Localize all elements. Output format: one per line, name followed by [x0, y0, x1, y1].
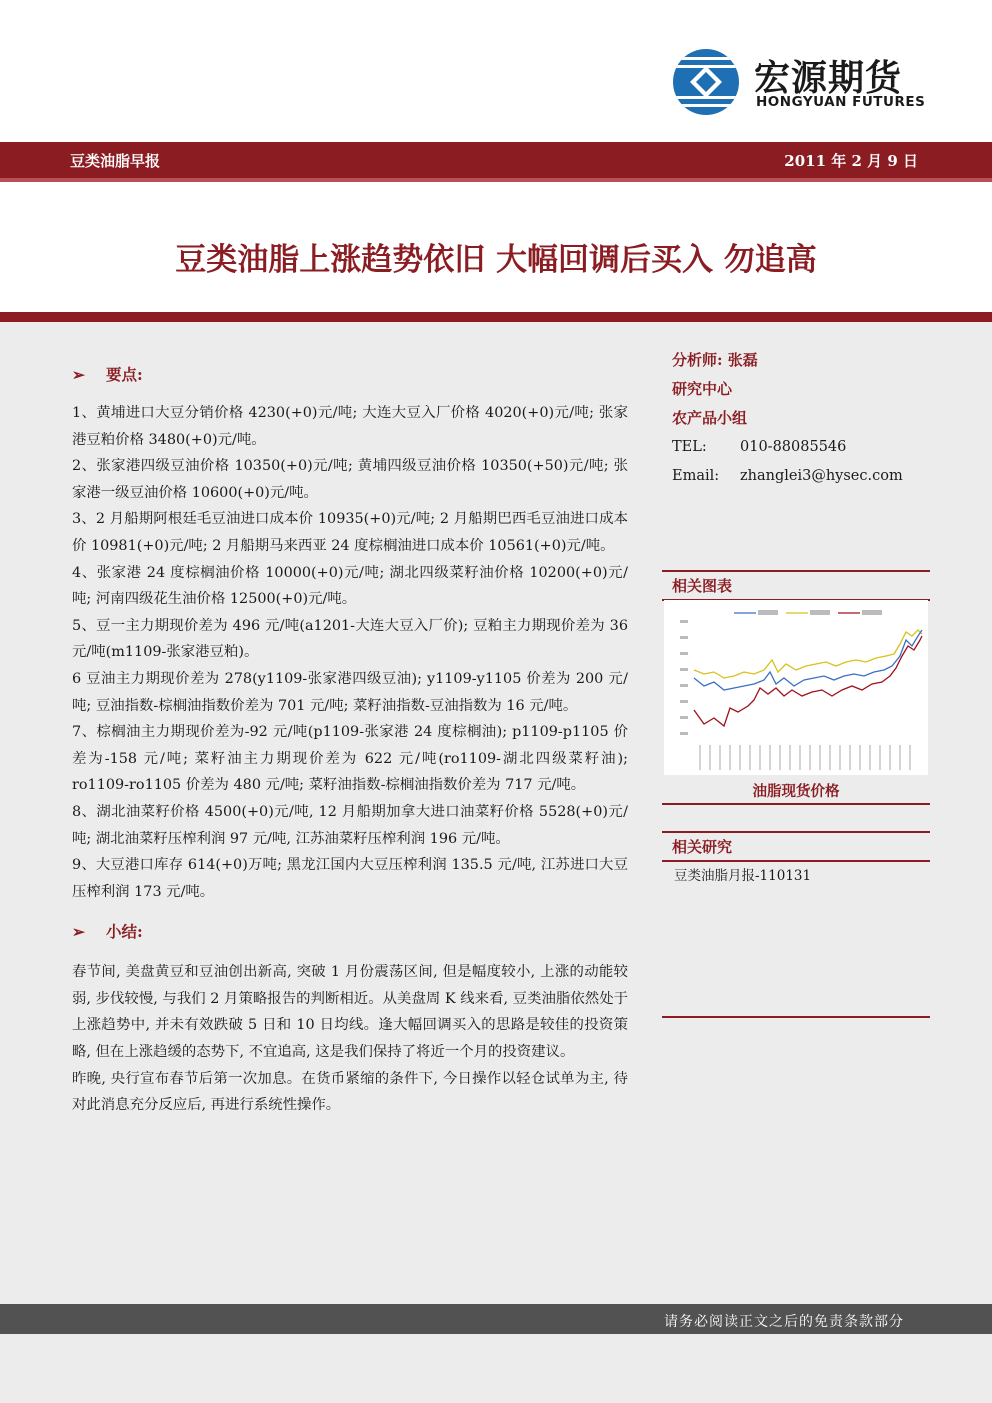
key-points-heading — [72, 362, 628, 388]
related-research-title: 相关研究 — [672, 838, 733, 856]
tel-row — [672, 433, 930, 462]
hongyuan-logo-icon — [672, 48, 740, 116]
email-label: Email: — [672, 468, 720, 484]
related-charts-title: 相关图表 — [672, 577, 733, 595]
report-title: 豆类油脂上涨趋势依旧 大幅回调后买入 勿追高 — [175, 242, 817, 278]
analyst-name: 分析师: 张磊 — [672, 351, 758, 369]
header-band-stripe — [0, 178, 992, 182]
report-type: 豆类油脂早报 — [70, 152, 161, 170]
research-center: 研究中心 — [672, 380, 733, 398]
company-logo — [672, 48, 926, 116]
key-point-item: 7、棕榈油主力期现价差为-92 元/吨(p1109-张家港 24 度棕榈油); p1109-p1105 价差为-158 元/吨; 菜籽油主力期现价差为 622 元/吨(ro1109-湖北四级菜籽油); ro1109-ro1105 价差为 480 元/吨; 菜籽油指数-棕榈油指数价差为 717 元/吨。 — [72, 724, 628, 794]
oil-price-chart-thumbnail — [664, 600, 928, 775]
email-value[interactable]: zhanglei3@hysec.com — [740, 468, 903, 484]
arrow-bullet-icon: ➢ — [72, 922, 85, 942]
related-charts-header — [662, 570, 930, 601]
research-bottom-rule — [662, 1016, 930, 1018]
key-point-item: 3、2 月船期阿根廷毛豆油进口成本价 10935(+0)元/吨; 2 月船期巴西毛豆油进口成本价 10981(+0)元/吨; 2 月船期马来西亚 24 度棕榈油进口成本价 10561(+0)元/吨。 — [72, 511, 628, 554]
main-column — [72, 362, 628, 1119]
arrow-bullet-icon: ➢ — [72, 365, 85, 384]
key-point-item: 1、黄埔进口大豆分销价格 4230(+0)元/吨; 大连大豆入厂价格 4020(+0)元/吨; 张家港豆粕价格 3480(+0)元/吨。 — [72, 405, 628, 448]
key-points-heading-text: 要点: — [106, 365, 143, 384]
oil-price-chart-image — [664, 600, 928, 775]
analyst-info — [672, 346, 930, 491]
tel-value: 010-88085546 — [740, 439, 847, 455]
summary-heading — [72, 919, 628, 945]
related-research-item[interactable]: 豆类油脂月报-110131 — [674, 868, 812, 884]
summary-paragraph: 昨晚, 央行宣布春节后第一次加息。在货币紧缩的条件下, 今日操作以轻仓试单为主, 待对此消息充分反应后, 再进行系统性操作。 — [72, 1070, 628, 1114]
agri-group: 农产品小组 — [672, 409, 748, 427]
summary-heading-text: 小结: — [106, 922, 143, 942]
key-point-item: 8、湖北油菜籽价格 4500(+0)元/吨, 12 月船期加拿大进口油菜籽价格 5528(+0)元/吨; 湖北油菜籽压榨利润 97 元/吨, 江苏油菜籽压榨利润 196 元/吨。 — [72, 803, 628, 847]
title-divider — [0, 312, 992, 322]
logo-name-en: HONGYUAN FUTURES — [756, 94, 926, 110]
key-point-item: 6 豆油主力期现价差为 278(y1109-张家港四级豆油); y1109-y1105 价差为 200 元/吨; 豆油指数-棕榈油指数价差为 701 元/吨; 菜籽油指数-豆油指数为 16 元/吨。 — [72, 670, 628, 714]
key-point-item: 4、张家港 24 度棕榈油价格 10000(+0)元/吨; 湖北四级菜籽油价格 10200(+0)元/吨; 河南四级花生油价格 12500(+0)元/吨。 — [72, 564, 628, 608]
chart-caption: 油脂现货价格 — [752, 783, 840, 800]
logo-name-cn: 宏源期货 — [754, 58, 903, 99]
related-research-header — [662, 831, 930, 862]
tel-label: TEL: — [672, 439, 707, 455]
disclaimer-note: 请务必阅读正文之后的免责条款部分 — [664, 1314, 904, 1330]
key-point-item: 9、大豆港口库存 614(+0)万吨; 黑龙江国内大豆压榨利润 135.5 元/吨, 江苏进口大豆压榨利润 173 元/吨。 — [72, 857, 628, 900]
email-row — [672, 462, 930, 491]
key-point-item: 5、豆一主力期现价差为 496 元/吨(a1201-大连大豆入厂价); 豆粕主力期现价差为 36 元/吨(m1109-张家港豆粕)。 — [72, 617, 628, 661]
report-date: 2011 年 2 月 9 日 — [784, 152, 918, 170]
key-point-item: 2、张家港四级豆油价格 10350(+0)元/吨; 黄埔四级豆油价格 10350(+50)元/吨; 张家港一级豆油价格 10600(+0)元/吨。 — [72, 458, 628, 501]
chart-bottom-rule — [662, 803, 930, 805]
summary-paragraph: 春节间, 美盘黄豆和豆油创出新高, 突破 1 月份震荡区间, 但是幅度较小, 上涨的动能较弱, 步伐较慢, 与我们 2 月策略报告的判断相近。从美盘周 K 线来看, 豆类油脂依然处于上涨趋势中, 并未有效跌破 5 日和 10 日均线。逢大幅回调买入的思路是较佳的投资策略, 但在上涨趋缓的态势下, 不宜追高, 这是我们保持了将近一个月的投资建议。 — [72, 964, 628, 1061]
